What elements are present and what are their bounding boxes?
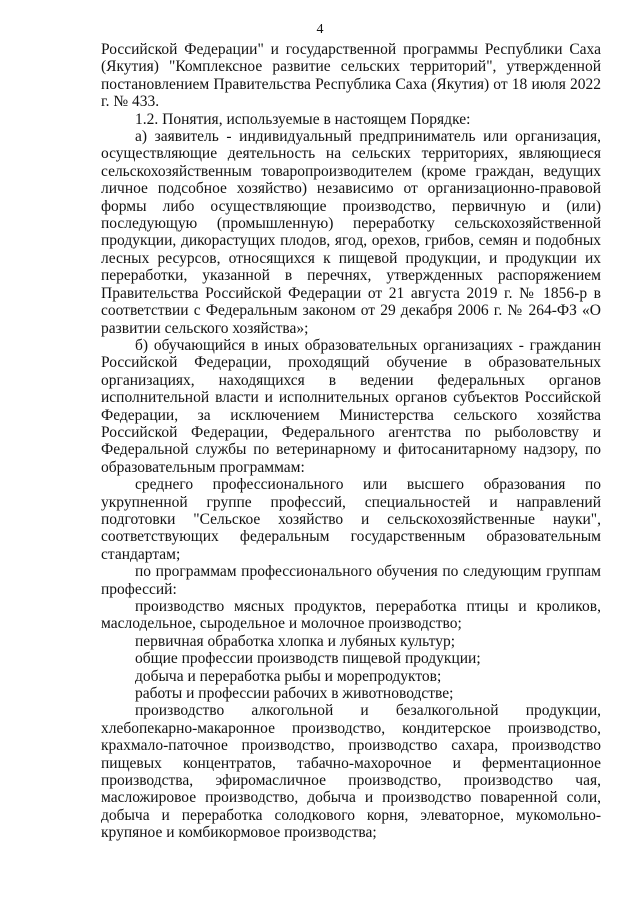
- paragraph-applicant-definition: а) заявитель - индивидуальный предприниматель или организация, осуществляющие деятельность на сельских территориях, являющиеся сельскохозяйственным товаропроизводителем (кроме граждан, ведущих личное подсобное хозяйство) независимо от организационно-правовой формы либо осуществляющие производство, первичную и (или) последующую (промышленную) переработку сельскохозяйственной продукции, дикорастущих плодов, ягод, орехов, грибов, семян и подобных лесных ресурсов, относящихся к пищевой продукции, и продукции их переработки, указанной в перечнях, утвержденных распоряжением Правительства Российской Федерации от 21 августа 2019 г. № 1856-р в соответствии с Федеральным законом от 29 декабря 2006 г. № 264-ФЗ «О развитии сельского хозяйства»;: [101, 128, 601, 337]
- paragraph-vocational-training: по программам профессионального обучения по следующим группам профессий:: [101, 563, 601, 598]
- paragraph-secondary-higher-education: среднего профессионального или высшего образования по укрупненной группе профессий, специальностей и направлений подготовки "Сельское хозяйство и сельскохозяйственные науки", соответствующих федеральным государственным образовательным стандартам;: [101, 476, 601, 563]
- page-number: 4: [316, 22, 324, 37]
- list-item: общие профессии производств пищевой продукции;: [135, 650, 481, 668]
- list-item: производство алкогольной и безалкогольной продукции, хлебопекарно-макаронное производство, кондитерское производство, крахмало-паточное производство, производство сахара, производство пищевых концентратов, табачно-махорочное и ферментационное производства, эфиромасличное производство, производство чая, масложировое производство, добыча и производство поваренной соли, добыча и переработка солодкового корня, элеваторное, мукомольно-крупяное и комбикормовое производства;: [101, 702, 601, 842]
- list-item: производство мясных продуктов, переработка птицы и кроликов, маслодельное, сыродельное и молочное производство;: [101, 598, 601, 633]
- list-item: работы и профессии рабочих в животноводстве;: [135, 685, 454, 703]
- document-body: [101, 41, 601, 842]
- list-item: добыча и переработка рыбы и морепродуктов;: [135, 667, 442, 685]
- paragraph-definitions-heading: 1.2. Понятия, используемые в настоящем Порядке:: [135, 110, 471, 128]
- paragraph-continuation: Российской Федерации" и государственной программы Республики Саха (Якутия) "Комплексное развитие сельских территорий", утвержденной постановлением Правительства Республика Саха (Якутия) от 18 июля 2022 г. № 433.: [101, 41, 601, 111]
- paragraph-student-definition: б) обучающийся в иных образовательных организациях - гражданин Российской Федерации, проходящий обучение в образовательных организациях, находящихся в ведении федеральных органов исполнительной власти и исполнительных органов субъектов Российской Федерации, за исключением Министерства сельского хозяйства Российской Федерации, Федерального агентства по рыболовству и Федеральной службы по ветеринарному и фитосанитарному надзору, по образовательным программам:: [101, 336, 601, 476]
- list-item: первичная обработка хлопка и лубяных культур;: [135, 632, 455, 650]
